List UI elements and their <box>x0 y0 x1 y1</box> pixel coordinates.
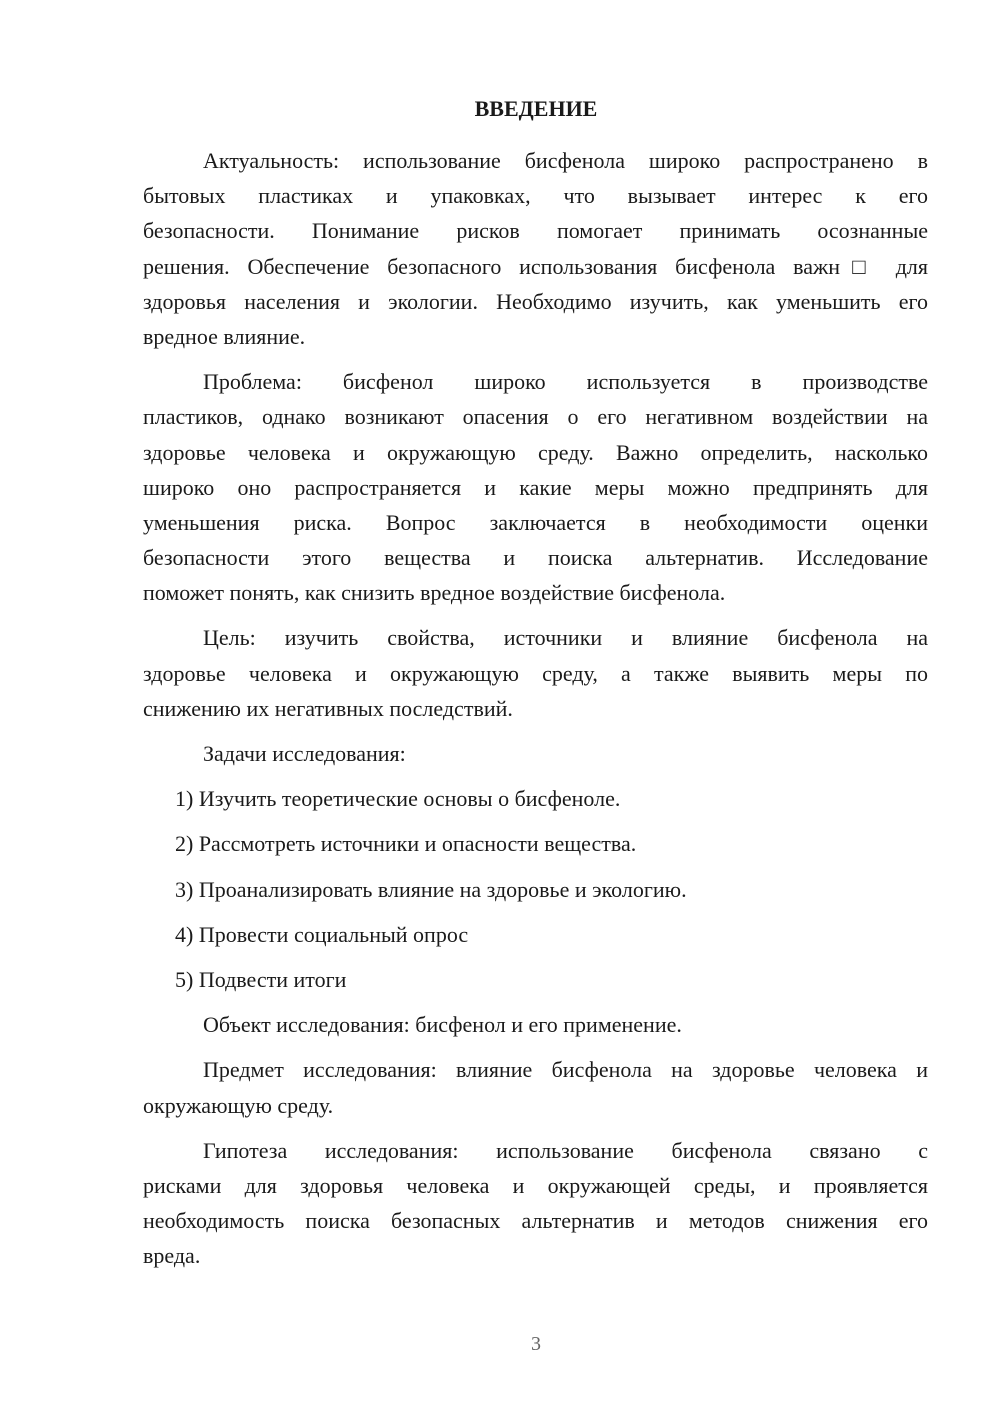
text-line: вредное влияние. <box>143 323 306 349</box>
text-line: здоровье человека и окружающую среду. Важно определить, насколько <box>143 439 928 465</box>
paragraph <box>143 736 928 771</box>
paragraph <box>143 1052 928 1122</box>
text-line: поможет понять, как снизить вредное воздействие бисфенола. <box>143 580 726 606</box>
text-line: снижению их негативных последствий. <box>143 695 513 721</box>
paragraph <box>143 364 928 610</box>
paragraph <box>143 143 928 354</box>
document-body <box>143 143 928 1283</box>
task-list <box>143 781 928 997</box>
text-line: Проблема: бисфенол широко используется в производстве <box>203 369 928 395</box>
text-line: Задачи исследования: <box>203 741 406 766</box>
text-line: здоровье человека и окружающую среду, а также выявить меры по <box>143 660 928 686</box>
text-line: окружающую среду. <box>143 1092 334 1118</box>
text-line: пластиков, однако возникают опасения о его негативном воздействии на <box>143 404 928 430</box>
task-item: 3) Проанализировать влияние на здоровье и экологию. <box>175 876 687 902</box>
intro-paragraphs <box>143 143 928 771</box>
text-line: рисками для здоровья человека и окружающей среды, и проявляется <box>143 1172 928 1198</box>
paragraph <box>143 620 928 726</box>
text-line: Предмет исследования: влияние бисфенола на здоровье человека и <box>203 1057 928 1083</box>
text-line: здоровья населения и экологии. Необходимо изучить, как уменьшить его <box>143 288 928 314</box>
paragraph <box>143 1133 928 1274</box>
task-item: 5) Подвести итоги <box>175 966 347 992</box>
page-title: ВВЕДЕНИЕ <box>474 96 598 121</box>
task-item: 2) Рассмотреть источники и опасности вещества. <box>175 831 637 857</box>
closing-paragraphs <box>143 1007 928 1273</box>
text-line: Объект исследования: бисфенол и его применение. <box>203 1012 682 1038</box>
text-line: безопасности. Понимание рисков помогает принимать осознанные <box>143 218 928 244</box>
text-line: безопасности этого вещества и поиска альтернатив. Исследование <box>143 545 928 571</box>
text-line: необходимость поиска безопасных альтернатив и методов снижения его <box>143 1208 928 1234</box>
text-line: бытовых пластиках и упаковках, что вызывает интерес к его <box>143 183 928 209</box>
text-line: Гипотеза исследования: использование бисфенола связано с <box>203 1137 928 1163</box>
paragraph <box>143 1007 928 1042</box>
text-line: широко оно распространяется и какие меры можно предпринять для <box>143 474 928 500</box>
text-line: вреда. <box>143 1243 201 1269</box>
page-number: 3 <box>531 1333 541 1355</box>
text-line: уменьшения риска. Вопрос заключается в необходимости оценки <box>143 509 928 535</box>
text-line: Цель: изучить свойства, источники и влияние бисфенола на <box>203 625 928 651</box>
text-line: решения. Обеспечение безопасного использования бисфенола важн□ для <box>143 253 928 279</box>
task-item: 1) Изучить теоретические основы о бисфеноле. <box>175 786 621 812</box>
task-item: 4) Провести социальный опрос <box>175 921 469 947</box>
text-line: Актуальность: использование бисфенола широко распространено в <box>203 148 928 173</box>
